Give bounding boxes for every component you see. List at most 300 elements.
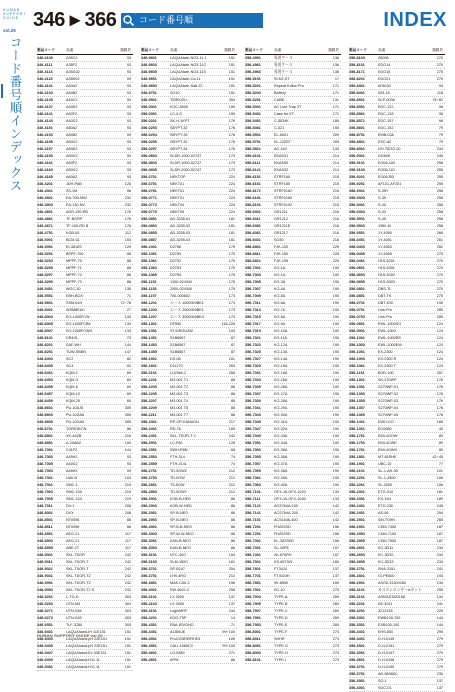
product-code: 346-9605: [141, 70, 157, 74]
table-row: [141, 545, 237, 552]
table-row: [349, 524, 445, 531]
page-number: 176: [436, 378, 443, 382]
page-number: 279: [436, 665, 443, 669]
product-code: 346-4201: [37, 182, 53, 186]
header-page: 掲載頁: [432, 48, 443, 52]
page-number: 271: [228, 651, 235, 655]
model-number: ADR-190-RB: [66, 210, 88, 214]
page-number: 241: [436, 567, 443, 571]
model-number: EMI-4GWH: [378, 448, 398, 452]
table-row: [349, 503, 445, 510]
product-code: 356-7019: [245, 329, 261, 333]
product-code: 356-7037: [245, 392, 261, 396]
page-number: 181: [228, 231, 235, 235]
table-row: [349, 545, 445, 552]
page-number: 214: [332, 154, 339, 158]
table-row: [141, 370, 237, 377]
table-row: [37, 384, 133, 391]
table-row: [141, 328, 237, 335]
product-code: 346-6403: [37, 357, 53, 361]
model-number: 1200-024340: [170, 280, 193, 284]
table-row: [349, 104, 445, 111]
product-code: 346-5259: [37, 280, 53, 284]
page-number: 269: [332, 609, 339, 613]
table-row: [141, 300, 237, 307]
product-code: 356-0851: [349, 294, 365, 298]
table-row: [141, 139, 237, 146]
product-code: 356-7201: [245, 525, 261, 529]
table-row: [349, 398, 445, 405]
product-code: 356-8101: [245, 658, 261, 662]
table-row: [37, 405, 133, 412]
model-number: A45H2: [66, 455, 78, 459]
model-number: EO-1000FCW: [66, 315, 90, 319]
model-number: EO-1000FCBK: [66, 322, 92, 326]
product-code: 356-9001: [349, 154, 365, 158]
page-number: 295: [436, 630, 443, 634]
table-row: [349, 209, 445, 216]
product-code: 346-8001: [37, 511, 53, 515]
product-code: 356-3501: [349, 644, 365, 648]
page-number: 212: [228, 469, 235, 473]
table-row: [245, 510, 341, 517]
table-row: [37, 377, 133, 384]
table-row: [245, 307, 341, 314]
table-row: [141, 174, 237, 181]
page-number: 190: [332, 441, 339, 445]
model-number: D2758: [170, 245, 182, 249]
table-row: [349, 55, 445, 62]
product-code: 356-4351: [141, 623, 157, 627]
product-code: 346-4135: [37, 98, 53, 102]
model-number: FT3424: [274, 567, 287, 571]
table-row: [141, 496, 237, 503]
model-number: 専用ケース: [274, 63, 293, 67]
page-number: 88: [230, 413, 235, 417]
model-number: KAN-B-NEO: [170, 539, 191, 543]
product-code: 356-0901: [349, 329, 365, 333]
page-number: 176: [436, 392, 443, 396]
table-row: [245, 279, 341, 286]
model-number: Link-Pro: [378, 308, 392, 312]
product-code: 346-8511: [37, 525, 53, 529]
product-code: 356-0751: [349, 308, 365, 312]
product-code: 356-6191: [245, 203, 261, 207]
product-code: 356-3401: [349, 630, 365, 634]
model-number: A50F2: [66, 161, 78, 165]
table-row: [141, 468, 237, 475]
table-row: [141, 356, 237, 363]
table-row: [245, 118, 341, 125]
model-number: EO06-RD: [378, 175, 395, 179]
product-code: 356-0773: [141, 203, 157, 207]
page-number: 279: [436, 658, 443, 662]
product-code: 356-0771: [141, 196, 157, 200]
page-number: 69: [126, 371, 131, 375]
header-code: 製品コード: [349, 48, 367, 52]
page-number: 212: [228, 483, 235, 487]
model-number: C-021: [274, 126, 285, 130]
table-row: [37, 62, 133, 69]
table-row: [245, 601, 341, 608]
model-number: LAQUAhand-pH 22E151: [66, 644, 108, 648]
page-number: 73: [126, 336, 131, 340]
page-number: 258: [436, 189, 443, 193]
model-number: EBA-RIVOHO: [170, 623, 194, 627]
model-number: ST41BGUZW: [170, 329, 193, 333]
model-number: SP-B-B-NEO: [170, 525, 192, 529]
product-code: 356-4001: [141, 588, 157, 592]
model-number: DBS-TL: [378, 287, 392, 291]
page-number: 173: [228, 301, 235, 305]
model-number: EDC-152: [378, 126, 394, 130]
page-number: 273: [332, 637, 339, 641]
page-number: 27: [126, 308, 131, 312]
product-code: 356-1001: [349, 336, 365, 340]
product-code: 346-6251: [37, 350, 53, 354]
page-number: 86: [126, 427, 131, 431]
page-number: 151: [124, 651, 131, 655]
model-number: MAK-C00-2: [170, 581, 190, 585]
table-row: [141, 307, 237, 314]
product-code: 356-7023: [245, 343, 261, 347]
table-row: [349, 601, 445, 608]
page-number: 175: [228, 287, 235, 291]
model-number: AF101-AF201: [378, 182, 402, 186]
table-row: [245, 391, 341, 398]
model-number: APW: [170, 658, 179, 662]
sidebar: [0, 0, 29, 644]
product-code: 346-4157: [37, 147, 53, 151]
page-number: 193: [436, 574, 443, 578]
table-row: [245, 111, 341, 118]
product-code: 356-1051: [349, 350, 365, 354]
page-number: 258: [436, 224, 443, 228]
table-row: [245, 146, 341, 153]
product-code: 356-2901: [349, 581, 365, 585]
page-number: 93: [126, 133, 131, 137]
model-number: エース 2000009BK1: [170, 308, 204, 312]
product-code: 346-7911: [37, 504, 53, 508]
model-number: AD-3255-02: [170, 224, 191, 228]
page-number: 125: [124, 245, 131, 249]
table-row: [141, 566, 237, 573]
model-number: FJK-195: [274, 259, 289, 263]
product-code: 356-8901: [349, 147, 365, 151]
product-code: 356-7351: [245, 546, 261, 550]
model-number: EKAS50: [274, 161, 289, 165]
table-row: [245, 188, 341, 195]
page-number: 93: [126, 91, 131, 95]
model-number: RD-76: [170, 427, 181, 431]
page-number: 136: [332, 56, 339, 60]
page-number: 190: [332, 483, 339, 487]
product-code: 356-2211: [141, 413, 157, 417]
page-number: 68: [230, 448, 235, 452]
page-number: 165: [228, 427, 235, 431]
model-number: SMC-1: [66, 483, 78, 487]
page-number: 88: [126, 252, 131, 256]
model-number: TIBEKIZU: [170, 98, 187, 102]
table-row: [141, 153, 237, 160]
table-row: [37, 496, 133, 503]
table-row: [141, 524, 237, 531]
product-code: 346-7905: [37, 497, 53, 501]
page-number: 190: [332, 329, 339, 333]
table-row: [141, 489, 237, 496]
table-row: [37, 552, 133, 559]
table-row: [349, 286, 445, 293]
table-row: [349, 118, 445, 125]
page-number: 270: [436, 252, 443, 256]
table-row: [141, 538, 237, 545]
model-number: KL-120ST: [274, 140, 291, 144]
model-number: NEKTOP: [170, 175, 186, 179]
table-row: [37, 349, 133, 356]
page-number: 93: [126, 455, 131, 459]
model-number: EDO14: [378, 63, 391, 67]
page-number: 190: [332, 294, 339, 298]
table-row: [349, 650, 445, 657]
product-code: 346-4115: [37, 77, 53, 81]
table-row: [349, 405, 445, 412]
product-code: 346-6001: [37, 308, 53, 312]
product-code: 356-7121: [245, 504, 261, 508]
product-code: 346-4163: [37, 168, 53, 172]
model-number: EI-3810S: [66, 245, 82, 249]
table-row: [245, 398, 341, 405]
model-number: KC-10: [274, 588, 285, 592]
product-code: 356-0051: [141, 112, 157, 116]
header-page: 掲載頁: [120, 48, 131, 52]
table-row: [349, 293, 445, 300]
table-row: [37, 566, 133, 573]
table-row: [141, 132, 237, 139]
product-code: 356-7001: [245, 266, 261, 270]
product-code: 346-9403: [37, 637, 53, 641]
product-code: 356-3551: [349, 651, 365, 655]
model-number: SWH-R5N: [170, 448, 188, 452]
page-number: 93: [126, 168, 131, 172]
model-number: UAV-B: [66, 476, 77, 480]
page-number: 190: [332, 413, 339, 417]
model-number: KOC-3538: [170, 105, 188, 109]
page-number: 173: [228, 308, 235, 312]
page-number: 209: [332, 140, 339, 144]
product-code: 346-6101: [37, 336, 53, 340]
model-number: D-H-0145: [378, 637, 395, 641]
model-number: SLDR-1000-02747: [170, 154, 202, 158]
model-number: A40G2: [66, 462, 78, 466]
model-number: D-H-0199: [378, 665, 395, 669]
product-code: 356-7007: [245, 287, 261, 291]
page-number: 305: [124, 413, 131, 417]
table-row: [245, 265, 341, 272]
model-number: SP-B-NEO: [170, 518, 189, 522]
model-number: SK-270WP: [378, 378, 397, 382]
product-code: 356-4501: [141, 637, 157, 641]
page-number: 105: [228, 637, 235, 641]
model-number: KQM-3: [66, 378, 78, 382]
page-number: 270: [436, 280, 443, 284]
model-number: S270WP-01: [378, 385, 399, 389]
table-row: [141, 412, 237, 419]
table-row: [141, 293, 237, 300]
table-row: [37, 580, 133, 587]
product-code: 356-7061: [245, 476, 261, 480]
product-code: 346-6451: [37, 371, 53, 375]
model-number: NEKT05: [170, 210, 185, 214]
table-row: [349, 489, 445, 496]
table-row: [245, 153, 341, 160]
table-row: [349, 622, 445, 629]
table-row: [37, 55, 133, 62]
product-code: 356-6821: [245, 259, 261, 263]
product-code: 346-9021: [37, 567, 53, 571]
product-code: 356-5821: [245, 147, 261, 151]
table-row: [37, 230, 133, 237]
product-code: 346-6453: [37, 378, 53, 382]
page-number: 176: [228, 133, 235, 137]
product-code: 356-4551: [141, 644, 157, 648]
table-row: [245, 650, 341, 657]
table-row: [141, 384, 237, 391]
product-code: 356-9301: [349, 189, 365, 193]
model-number: KO-6A: [274, 301, 286, 305]
page-number: 173: [228, 161, 235, 165]
page-number: 151: [124, 637, 131, 641]
model-number: SC2: [66, 357, 74, 361]
product-code: 356-6161: [245, 182, 261, 186]
product-code: 356-2651: [349, 546, 365, 550]
model-number: S-45: [378, 217, 386, 221]
model-number: エース 3000009BK3: [170, 315, 204, 319]
product-code: 356-1359: [349, 413, 365, 417]
page-number: 137: [332, 574, 339, 578]
table-row: [349, 426, 445, 433]
table-row: [37, 300, 133, 307]
product-code: 356-8401: [349, 91, 365, 95]
model-number: KO-32A: [274, 427, 288, 431]
table-row: [141, 342, 237, 349]
product-code: 356-2553: [349, 532, 365, 536]
model-number: EWB100-700: [378, 616, 401, 620]
page-number: 230: [436, 672, 443, 676]
table-row: [141, 55, 237, 62]
page-number: 79: [438, 133, 443, 137]
table-row: [349, 272, 445, 279]
table-row: [349, 223, 445, 230]
product-code: 346-9405: [37, 644, 53, 648]
model-number: EBH-BOX: [66, 294, 83, 298]
model-number: SLDR-2000-02747: [170, 168, 202, 172]
product-code: 356-2451: [141, 434, 157, 438]
product-code: 356-0453: [349, 245, 365, 249]
page-number: 209: [332, 133, 339, 137]
table-row: [245, 216, 341, 223]
product-code: 346-5251: [37, 252, 53, 256]
model-number: 3212318: [378, 609, 393, 613]
model-number: EO-1000FCWG: [66, 329, 93, 333]
product-code: 346-6457: [37, 392, 53, 396]
page-number: 89: [438, 434, 443, 438]
table-row: [349, 139, 445, 146]
product-code: 356-2551: [349, 525, 365, 529]
page-number: 151: [124, 658, 131, 662]
product-code: 346-8555: [37, 546, 53, 550]
table-row: [245, 454, 341, 461]
product-code: 356-7101: [245, 490, 261, 494]
model-number: WSM8EAC: [66, 308, 85, 312]
page-number: 258: [436, 217, 443, 221]
product-code: 356-7111: [245, 497, 261, 501]
product-code: 356-0801: [349, 287, 365, 291]
table-row: [349, 321, 445, 328]
model-number: H1S-5301: [378, 266, 395, 270]
page-number: 86: [230, 497, 235, 501]
model-number: AEG-21: [66, 539, 80, 543]
product-code: 356-1301: [349, 378, 365, 382]
page-number: 224: [228, 196, 235, 200]
table-row: [349, 370, 445, 377]
product-code: 356-7401: [245, 553, 261, 557]
product-code: 356-5401: [245, 112, 261, 116]
page-number: 86: [230, 511, 235, 515]
product-code: 356-0701: [349, 301, 365, 305]
product-code: 356-1153: [141, 287, 157, 291]
table-row: [141, 419, 237, 426]
table-row: [141, 615, 237, 622]
model-number: EMI-4CWE: [378, 441, 397, 445]
product-code: 346-9011: [37, 560, 53, 564]
page-number: 245: [436, 154, 443, 158]
page-number: 88: [126, 273, 131, 277]
product-code: 346-6801: [37, 434, 53, 438]
table-row: [245, 160, 341, 167]
table-row: [37, 594, 133, 601]
model-number: AC-140: [274, 147, 287, 151]
table-row: [245, 328, 341, 335]
product-code: 356-7045: [245, 420, 261, 424]
page-number: 354: [228, 98, 235, 102]
model-number: EDC-122: [378, 105, 394, 109]
product-code: 356-4961: [245, 63, 261, 67]
model-number: FJK-100: [274, 245, 289, 249]
model-number: TYPE-A: [274, 595, 288, 599]
table-row: [245, 517, 341, 524]
page-number: 305: [124, 420, 131, 424]
page-number: 133: [124, 329, 131, 333]
model-number: SL-1-AH-30: [378, 469, 398, 473]
page-number: 269: [332, 595, 339, 599]
product-code: 356-6101: [245, 154, 261, 158]
model-number: SM-TO9N: [378, 518, 395, 522]
table-row: [37, 454, 133, 461]
product-code: 346-4151: [37, 126, 53, 130]
model-number: KOB-W-HED: [170, 504, 192, 508]
page-number: 93: [126, 147, 131, 151]
model-number: TYPE-B: [274, 602, 288, 606]
product-code: 356-9401: [349, 203, 365, 207]
product-code: 346-4651: [37, 210, 53, 214]
model-number: 1Y-4053: [378, 245, 392, 249]
product-code: 346-9601: [141, 56, 157, 60]
product-code: 356-9503: [349, 224, 365, 228]
table-row: [37, 657, 133, 664]
table-row: [245, 125, 341, 132]
page-number: 112: [125, 231, 131, 235]
product-code: 356-2751: [141, 469, 157, 473]
